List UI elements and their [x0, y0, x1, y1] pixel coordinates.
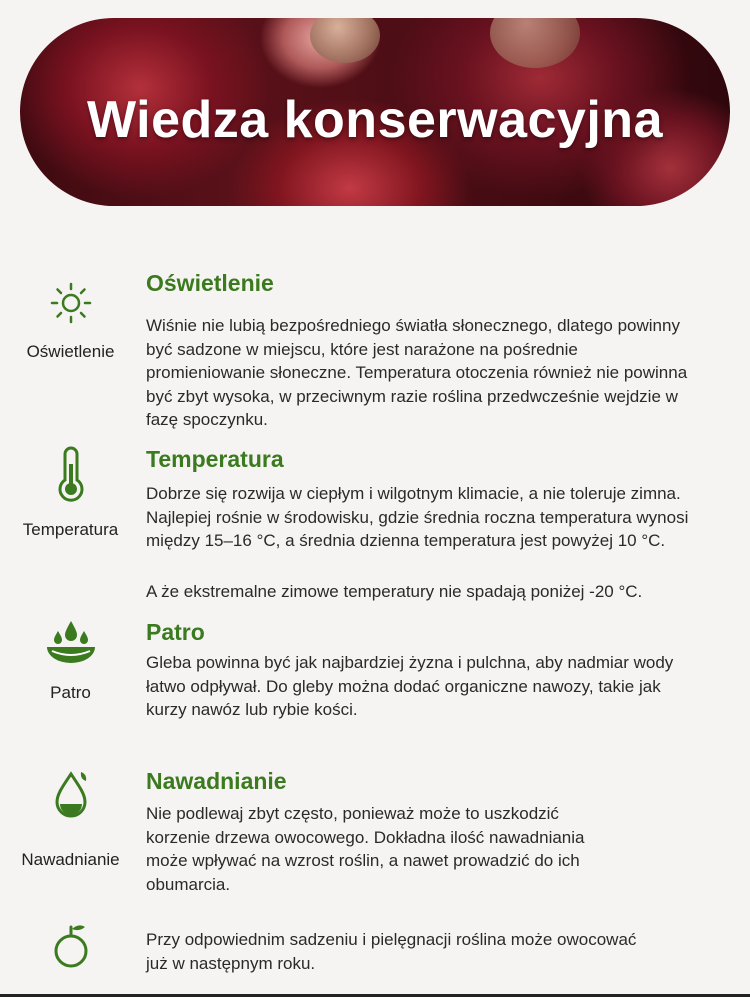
sun-icon — [50, 282, 92, 324]
section-heading: Patro — [146, 619, 205, 645]
paragraph: Nie podlewaj zbyt często, ponieważ może to uszkodzić korzenie drzewa owocowego. Dokładna ilość nawadniania może wpływać na wzrost roślin, a nawet prowadzić do ich obumarcia. — [146, 804, 585, 894]
section-body — [146, 928, 646, 975]
paragraph: A że ekstremalne zimowe temperatury nie spadają poniżej -20 °C. — [146, 582, 643, 601]
paragraph: Przy odpowiednim sadzeniu i pielęgnacji roślina może owocować już w następnym roku. — [146, 930, 637, 973]
page-title: Wiedza konserwacyjna — [87, 91, 663, 149]
section-label: Patro — [50, 683, 91, 702]
header-banner — [20, 18, 730, 206]
cherry-pit-image — [490, 18, 580, 68]
fruit-icon — [51, 920, 91, 970]
section-body — [146, 651, 686, 722]
section-label: Nawadnianie — [21, 850, 120, 869]
thermometer-icon — [51, 446, 91, 502]
cherry-pit-image — [310, 18, 380, 63]
section-label: Oświetlenie — [26, 342, 115, 361]
section-heading: Temperatura — [146, 446, 284, 472]
section-body — [146, 482, 691, 553]
section-heading: Oświetlenie — [146, 270, 274, 296]
paragraph: Gleba powinna być jak najbardziej żyzna i pulchna, aby nadmiar wody łatwo odpływał. Do gleby można dodać organiczne nawozy, takie jak kurzy nawóz lub rybie kości. — [146, 653, 674, 719]
section-body — [146, 580, 746, 604]
soil-drops-icon — [44, 617, 98, 667]
section-label: Temperatura — [22, 520, 119, 539]
paragraph: Dobrze się rozwija w ciepłym i wilgotnym klimacie, a nie toleruje zimna. Najlepiej rośnie w środowisku, gdzie średnia roczna temperatura wynosi między 15–16 °C, a średnia dzienna temperatura jest powyżej 10 °C. — [146, 484, 689, 550]
section-body — [146, 802, 611, 896]
section-heading: Nawadnianie — [146, 768, 287, 794]
section-body — [146, 314, 701, 432]
paragraph: Wiśnie nie lubią bezpośredniego światła słonecznego, dlatego powinny być sadzone w miejscu, które jest narażone na pośrednie promieniowanie słoneczne. Temperatura otoczenia również nie powinna być zbyt wysoka, w przeciwnym razie roślina przedwcześnie wejdzie w fazę spoczynku. — [146, 316, 688, 429]
water-drop-icon — [51, 768, 91, 820]
